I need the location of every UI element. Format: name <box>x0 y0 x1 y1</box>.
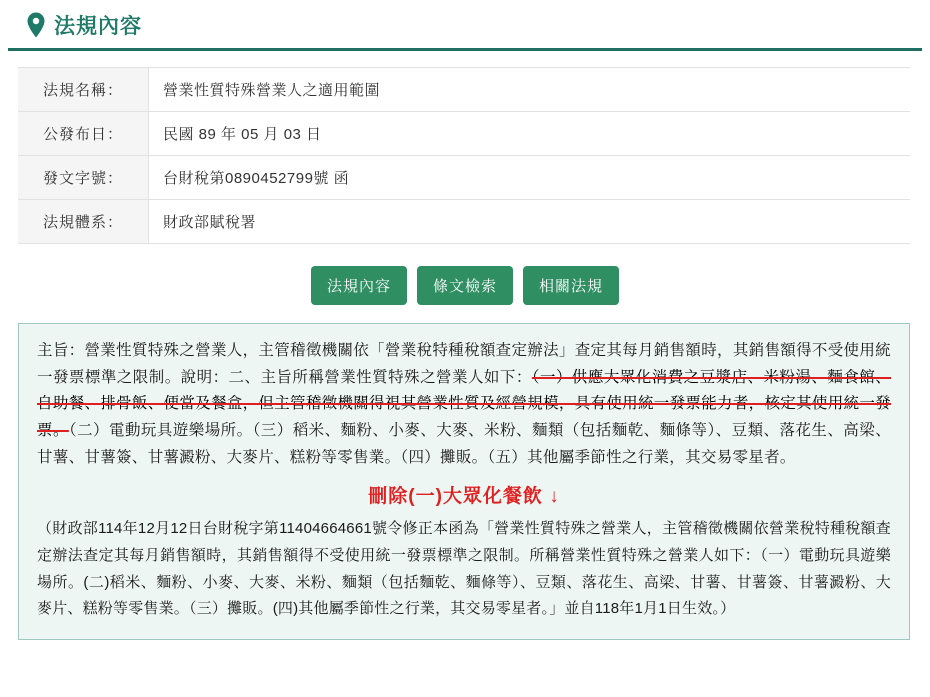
row-value-regulation-system: 財政部賦稅署 <box>163 214 257 231</box>
table-row <box>18 112 910 156</box>
row-value-document-number: 台財稅第0890452799號 函 <box>163 170 350 187</box>
row-value-publish-date: 民國 89 年 05 月 03 日 <box>163 126 322 143</box>
paragraph-text-pre: 主旨：營業性質特殊之營業人，主管稽徵機關依「營業稅特種稅額查定辦法」查定其每月銷售額時，其銷售額得不受使用統一發票標準之限制。說明：二、主旨所稱營業性質特殊之營業人如下： <box>37 342 891 386</box>
row-label-document-number: 發文字號： <box>18 156 149 200</box>
regulation-paragraph-amendment: （財政部114年12月12日台財稅字第11404664661號令修正本函為「營業性質特殊之營業人，主管稽徵機關依營業稅特種稅額查定辦法查定其每月銷售額時，其銷售額得不受使用統一發票標準之限制。所稱營業性質特殊之營業人如下：（一）電動玩具遊樂場所。(二)稻米、麵粉、小麥、大麥、米粉、麵類（包括麵乾、麵條等）、豆類、落花生、高梁、甘薯、甘薯簽、甘薯澱粉、大麥片、糕粉等零售業。（三）攤販。(四)其他屬季節性之行業，其交易零星者。」並自118年1月1日生效。） <box>37 520 891 618</box>
page-title: 法規內容 <box>54 15 142 38</box>
deletion-note: 刪除(一)大眾化餐飲 ↓ <box>368 486 560 508</box>
paragraph-text-post: （二）電動玩具遊樂場所。（三）稻米、麵粉、小麥、大麥、米粉、麵類（包括麵乾、麵條等）、豆類、落花生、高梁、甘薯、甘薯簽、甘薯澱粉、大麥片、糕粉等零售業。（四）攤販。（五）其他屬季節性之行業，其交易零星者。 <box>37 421 891 466</box>
paragraph-text-struck: （一）供應大眾化消費之豆漿店、米粉湯、麵食館、自助餐、排骨飯、便當及餐盒，但主管稽徵機關得視其營業性質及經營規模，具有使用統一發票能力者，核定其使用統一發票。 <box>37 368 891 439</box>
tab-related-regulations[interactable]: 相關法規 <box>523 266 619 305</box>
regulation-info-table <box>18 67 910 244</box>
page-header <box>8 0 922 51</box>
tab-regulation-content[interactable]: 法規內容 <box>311 266 407 305</box>
tab-button-row <box>0 266 930 305</box>
row-label-regulation-system: 法規體系： <box>18 200 149 244</box>
row-label-publish-date: 公發布日： <box>18 112 149 156</box>
regulation-paragraph-main <box>37 338 891 471</box>
row-label-regulation-name: 法規名稱： <box>18 68 149 112</box>
regulation-content-box <box>18 323 910 640</box>
location-pin-icon <box>26 12 46 38</box>
table-row <box>18 200 910 244</box>
table-row <box>18 68 910 112</box>
tab-article-search[interactable]: 條文檢索 <box>417 266 513 305</box>
row-value-regulation-name: 營業性質特殊營業人之適用範圍 <box>163 82 381 99</box>
table-row <box>18 156 910 200</box>
